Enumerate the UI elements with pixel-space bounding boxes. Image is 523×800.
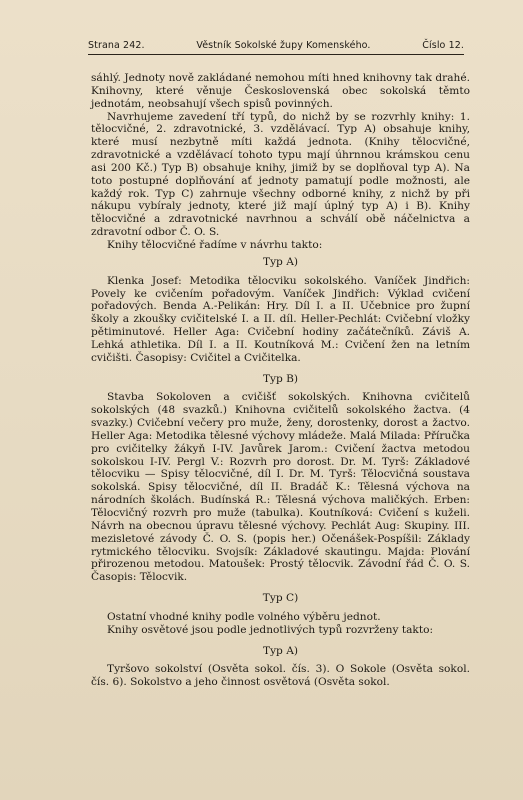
paragraph-proposal: Navrhujeme zavedení tří typů, do nichž by se rozvrhly knihy: 1. tělocvičné, 2. zdravotnické, 3. vzdělávací. Typ A) obsahuje knihy, které musí nezbytně míti každá jednota. (Knihy tělocvičné, zdravotnické a vzdělávací tohoto typu mají úhrnnou krámskou cenu asi 200 Kč.) Typ B) obsahuje knihy, jimiž by se doplňoval typ A). Na toto postupné doplňování ať jednoty pamatují podle možnosti, ale každý rok. Typ C) zahrnuje všechny odborné knihy, z nichž by při nákupu vybíraly jednoty, které již mají úplný typ A) i B). Knihy tělocvičné a zdravotnické navrhnou a schválí obě náčelnictva a zdravotní odbor Č. O. S. (91, 110, 470, 239)
paragraph-type-c: Ostatní vhodné knihy podle volného výběru jednot. (107, 610, 381, 623)
issue-number: Číslo 12. (422, 40, 464, 51)
paragraph-education-books-intro: Knihy osvětové jsou podle jednotlivých typů rozvrženy takto: (107, 623, 434, 636)
paragraph-gym-books-intro: Knihy tělocvičné řadíme v návrhu takto: (107, 238, 323, 251)
heading-type-c: Typ C) (262, 592, 299, 605)
paragraph-type-a-list: Klenka Josef: Metodika tělocviku sokolského. Vaníček Jindřich: Povely ke cvičením pořadovým. Vaníček Jindřich: Výklad cvičení pořadových. Benda A.-Pelikán: Hry. Díl I. a II. Učebnice pro župní školy a zkoušky cvičitelské I. a II. díl. Heller-Pechlát: Cvičební vložky pětiminutové. Heller Aga: Cvičební hodiny začátečníků. Záviš A. Lehká athletika. Díl I. a II. Koutníková M.: Cvičení žen na letním cvičišti. Časopisy: Cvičitel a Cvičitelka. (91, 274, 470, 364)
journal-title: Věstník Sokolské župy Komenského. (196, 40, 371, 51)
page-body (91, 72, 470, 689)
paragraph-education-type-a-list: Tyršovo sokolství (Osvěta sokol. čís. 3). O Sokole (Osvěta sokol. čís. 6). Sokolstvo a jeho činnost osvětová (Osvěta sokol. (91, 663, 470, 689)
paragraph-type-b-list: Stavba Sokoloven a cvičišť sokolských. Knihovna cvičitelů sokolských (48 svazků.) Knihovna cvičitelů sokolského žactva. (4 svazky.) Cvičební večery pro muže, ženy, dorostenky, dorost a žactvo. Heller Aga: Metodika tělesné výchovy mládeže. Malá Milada: Příručka pro cvičitelky žákyň I-IV. Javůrek Jarom.: Cvičení žactva metodou sokolskou I-IV. Pergl V.: Rozvrh pro dorost. Dr. M. Tyrš: Základové tělocviku — Spisy tělocvičné, díl I. Dr. M. Tyrš: Tělocvičná soustava sokolská. Spisy tělocvičné, díl II. Bradáč K.: Tělesná výchova na národních školách. Budínská R.: Tělesná výchova maličkých. Erben: Tělocvičný rozvrh pro muže (tabulka). Koutníková: Cvičení s kuželi. Návrh na obecnou úpravu tělesné výchovy. Pechlát Aug: Skupiny. III. mezisletové závody Č. O. S. (popis her.) Očenášek-Pospíšil: Základy rytmického tělocviku. Svojsík: Základové skautingu. Majda: Plování přirozenou metodou. Matoušek: Prostý tělocvik. Závodní řád Č. O. S. Časopis: Tělocvik. (91, 391, 470, 584)
heading-type-a: Typ A) (263, 255, 298, 268)
running-header (88, 40, 464, 55)
paragraph-continuation: sáhlý. Jednoty nově zakládané nemohou míti hned knihovny tak drahé. Knihovny, které věnuje Československá obec sokolská těmto jednotám, neobsahují všech spisů povinných. (91, 72, 470, 110)
page-number: Strana 242. (88, 40, 145, 51)
heading-type-b: Typ B) (262, 372, 299, 385)
heading-education-type-a: Typ A) (263, 644, 298, 657)
